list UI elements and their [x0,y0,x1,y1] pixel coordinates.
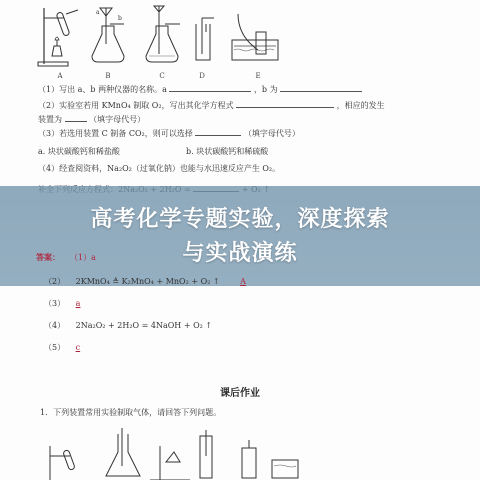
question-2-text2: 装置为 [38,115,62,124]
question-3-tail: （填字母代号） [243,129,300,138]
apparatus-d-illustration [188,4,220,70]
homework-title: 课后作业 [220,388,260,399]
apparatus-e-illustration [228,4,284,70]
apparatus-b-illustration [88,4,128,70]
answer-blank-a[interactable] [169,84,251,92]
apparatus-e-label: E [255,72,261,80]
answer-2-number: （2） [44,277,66,286]
homework-apparatus-illustrations [40,426,300,480]
question-2-text: （2）实验室若用 KMnO₄ 制取 O₂，写出其化学方程式 [38,101,234,110]
apparatus-c-illustration [142,4,182,70]
question-2-tail2: （填字母代号） [89,115,146,124]
answer-label: 答案： [36,252,60,262]
answer-blank-apparatus[interactable] [65,114,87,122]
homework-question-1: 1．下列装置常用实验制取气体，请回答下列问题。 [40,408,222,417]
question-1-text: （1）写出 a、b 两种仪器的名称。a [38,85,167,94]
apparatus-b-label: B [105,72,111,80]
answer-3-value: a [75,299,81,308]
answer-blank-b[interactable] [280,84,362,92]
question-2-continued [38,114,145,125]
question-3-option-b: b. 块状碳酸钙和稀硫酸 [186,147,269,156]
banner-title-line-2: 与实战演练 [182,241,298,266]
banner-title-line-1: 高考化学专题实验，深度探索 [90,207,390,232]
title-banner [0,186,480,286]
question-3-option-a: a. 块状碳酸钙和稀盐酸 [38,147,120,156]
answer-5-value: c [75,343,81,352]
question-3 [38,128,300,139]
answer-4 [44,320,212,331]
svg-text:b: b [118,15,122,22]
answer-blank-equation[interactable] [236,100,334,108]
answer-5 [44,342,80,353]
answer-2-choice: A [240,277,246,286]
svg-text:a: a [96,9,100,16]
apparatus-c-label: C [159,72,165,80]
homework-apparatus-row [40,426,300,480]
apparatus-figure-row [36,4,286,80]
apparatus-a-label: A [57,72,63,80]
answer-5-number: （5） [44,343,66,352]
question-2 [38,100,385,111]
question-1-middle: ，b 为 [253,85,278,94]
question-1 [38,84,362,95]
answer-blank-reagent[interactable] [195,128,241,136]
answer-3 [44,298,80,309]
answer-4-number: （4） [44,321,66,330]
answer-2 [44,276,246,287]
question-2-tail: ，相应的发生 [336,101,385,110]
answer-1: （1）a [70,253,96,262]
question-3-text: （3）若选用装置 C 制备 CO₂，则可以选择 [38,129,193,138]
apparatus-a-illustration [36,4,82,70]
apparatus-d-label: D [199,72,205,80]
question-4: （4）经查阅资料，Na₂O₂（过氧化钠）也能与水迅速反应产生 O₂。 [38,164,281,173]
answer-4-equation: 2Na₂O₂ + 2H₂O = 4NaOH + O₂ ↑ [75,321,213,330]
answer-2-equation: 2KMnO₄ ≜ K₂MnO₄ + MnO₂ + O₂ ↑ [75,277,220,286]
answer-3-number: （3） [44,299,66,308]
